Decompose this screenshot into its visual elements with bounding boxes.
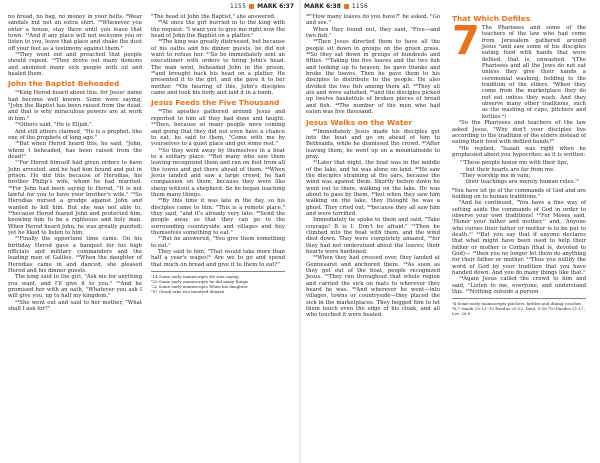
paragraph: ⁴⁷Later that night, the boat was in the middle of the lake, and he was alone on land. ⁴⁸He saw the disciples straining at the oars, because the wind was against them. Shortly before dawn he went out to them, walking on the lake. He was about to pass by them, ⁴⁹but when they saw him walking on the lake, they thought he was a ghost. They cried out, ⁵⁰because they all saw him and were terrified. (306, 160, 440, 217)
footnotes (452, 298, 586, 316)
section-heading: Jesus Feeds the Five Thousand (151, 98, 280, 108)
orange-square-icon (344, 4, 349, 9)
paragraph: ⁵³When they had crossed over, they landed at Gennesaret and anchored there. ⁵⁴As soon as they got out of the boat, people recognized Jesus. ⁵⁵They ran throughout that whole region and carried the sick on mats to wherever they heard he was. ⁵⁶And wherever he went—into villages, towns or countryside—they placed the sick in the marketplaces. They begged him to let them touch even the edge of his cloak, and all who touched it were healed. (306, 255, 440, 319)
paragraph: no bread, no bag, no money in your belts. ⁹Wear sandals but not an extra shirt. ¹⁰Whenever you enter a house, stay there until you leave that town. ¹¹And if any place will not welcome you or listen to you, leave that place and shake the dust off your feet as a testimony against them." (8, 14, 142, 52)
right-reference: MARK 6:38 (304, 3, 341, 10)
paragraph: ¹⁴Again Jesus called the crowd to him and said, "Listen to me, everyone, and understand this. ¹⁵Nothing outside a person (452, 276, 586, 296)
paragraph: ¹⁵Others said, "He is Elijah." (15, 122, 92, 129)
paragraph: ⁸You have let go of the commands of God and are holding on to human traditions." (452, 187, 586, 200)
section-heading: That Which Defiles (452, 14, 531, 23)
poetry-line: ⁷They worship me in vain; (460, 172, 531, 179)
paragraph: Immediately he spoke to them and said, "Take courage! It is I. Don't be afraid." ⁵¹Then he climbed into the boat with them, and the wind died down. They were completely amazed, ⁵²for they had not understood about the loaves; their hearts were hardened. (306, 217, 440, 256)
poetry-line: but their hearts are far from me. (466, 166, 555, 173)
paragraph: ²⁵At once the girl hurried in to the king with the request: "I want you to give me right now the head of John the Baptist on a platter." (151, 20, 285, 40)
left-column-1 (8, 14, 142, 312)
paragraph: ⁵So the Pharisees and teachers of the law asked Jesus, "Why don't your disciples live according to the tradition of the elders instead of eating their food with defiled hands?" (452, 120, 586, 146)
paragraph: ¹⁷For Herod himself had given orders to have John arrested, and he had him bound and put in prison. He did this because of Herodias, his brother Philip's wife, whom he had married. ¹⁸For John had been saying to Herod, "It is not lawful for you to have your brother's wife." ¹⁹So Herodias nursed a grudge against John and wanted to kill him. But she was not able to, ²⁰because Herod feared John and protected him, knowing him to be a righteous and holy man. When Herod heard John, he was greatly puzzled; yet he liked to listen to him. (8, 160, 142, 236)
paragraph: ³²So they went away by themselves in a boat to a solitary place. ³³But many who saw them leaving recognized them and ran on foot from all the towns and got there ahead of them. ³⁴When Jesus landed and saw a large crowd, he had compassion on them, because they were like sheep without a shepherd. So he began teaching them many things. (151, 147, 285, 198)
paragraph: ⁹And he continued, "You have a fine way of setting aside the commands of God in order to observe your own traditions! ¹⁰For Moses said, 'Honor your father and mother,'ᶜ and, 'Anyone who curses their father or mother is to be put to death.'ᵈ ¹¹But you say that if anyone declares that what might have been used to help their father or mother is Corban (that is, devoted to God)— ¹²then you no longer let them do anything for their father or mother. ¹³Thus you nullify the word of God by your tradition that you have handed down. And you do many things like that." (452, 200, 586, 277)
paragraph: ¹⁴King Herod heard about this, for Jesus' name had become well known. Some were saying, "John the Baptist has been raised from the dead, and that is why miraculous powers are at work in him." (8, 90, 142, 122)
paragraph: ³⁷But he answered, "You give them something to eat." (151, 236, 285, 249)
left-column-2 (151, 14, 285, 294)
paragraph: ⁴⁵Immediately Jesus made his disciples get into the boat and go on ahead of him to Bethsaida, while he dismissed the crowd. ⁴⁶After leaving them, he went up on a mountainside to pray. (306, 128, 440, 160)
footnote: ᶜ22 Some early manuscripts When his daughter (151, 284, 248, 290)
footnote: ᵃ4 Some early manuscripts pitchers, kettles and dining couches ᵇ6,7 Isaiah 29:13 ᶜ10 Exodus 20:12; Deut. 5:16 ᵈ10 Exodus 21:17; Lev. 20:9 (452, 301, 585, 317)
paragraph: They said to him, "That would take more than half a year's wages!ᵇ Are we to go and spend that much on bread and give it to them to eat?" (151, 249, 285, 268)
right-column-1 (306, 14, 440, 319)
right-page (300, 0, 600, 463)
paragraph: The Pharisees and some of the teachers of the law who had come from Jerusalem gathered around Jesus ²and saw some of his disciples eating food with hands that were defiled, that is, unwashed. ³(The Pharisees and all the Jews do not eat unless they give their hands a ceremonial washing, holding to the tradition of the elders. ⁴When they come from the marketplace they do not eat unless they wash. And they observe many other traditions, such as the washing of cups, pitchers and kettles.ᵃ) (481, 25, 586, 120)
footnote: ᵇ20 Some early manuscripts he did many things (151, 279, 249, 285)
left-running-head (230, 3, 294, 10)
orange-square-icon (249, 4, 254, 9)
paragraph: ⁶He replied, "Isaiah was right when he prophesied about you hypocrites; as it is written: (452, 145, 586, 158)
section-heading: John the Baptist Beheaded (8, 79, 120, 89)
paragraph: ²¹Finally the opportune time came. On his birthday Herod gave a banquet for his high officials and military commanders and the leading men of Galilee. ²²When the daughter of Herodias came in and danced, she pleased Herod and his dinner guests. (8, 236, 142, 275)
paragraph: ²⁶The king was greatly distressed, but because of his oaths and his dinner guests, he did not want to refuse her. ²⁷So he immediately sent an executioner with orders to bring John's head. The man went, beheaded John in the prison, ²⁸and brought back his head on a platter. He presented it to the girl, and she gave it to her mother. ²⁹On hearing of this, John's disciples came and took his body and laid it in a tomb. (151, 39, 285, 97)
paragraph: ¹²They went out and preached that people should repent. ¹³They drove out many demons and anointed many sick people with oil and healed them. (8, 52, 142, 78)
paragraph: ³⁸"How many loaves do you have?" he asked. "Go and see." (306, 14, 440, 27)
right-column-2 (452, 14, 586, 316)
section-heading: Jesus Walks on the Water (306, 117, 413, 127)
right-page-number: 1156 (351, 3, 368, 10)
paragraph: ³⁵By this time it was late in the day, so his disciples came to him. "This is a remote place," they said, "and it's already very late. ³⁶Send the people away so that they can go to the surrounding countryside and villages and buy themselves something to eat." (151, 198, 285, 236)
paragraph: And still others claimed, "He is a prophet, like one of the prophets of long ago." (8, 128, 142, 141)
footnote: ᵃ14 Some early manuscripts He was saying (151, 274, 239, 280)
paragraph: ³⁹Then Jesus directed them to have all the people sit down in groups on the green grass. ⁴⁰So they sat down in groups of hundreds and fifties. ⁴¹Taking the five loaves and the two fish and looking up to heaven, he gave thanks and broke the loaves. Then he gave them to his disciples to distribute to the people. He also divided the two fish among them all. ⁴²They all ate and were satisfied, ⁴³and the disciples picked up twelve basketfuls of broken pieces of bread and fish. ⁴⁴The number of the men who had eaten was five thousand. (306, 39, 440, 116)
paragraph: ²⁴She went out and said to her mother, "What shall I ask for?" (8, 299, 142, 313)
poetry-line: "'These people honor me with their lips, (460, 160, 569, 167)
paragraph: ³⁰The apostles gathered around Jesus and reported to him all they had done and taught. ³¹Then, because so many people were coming and going that they did not even have a chance to eat, he said to them, "Come with me by yourselves to a quiet place and get some rest." (151, 109, 285, 148)
paragraph: ¹⁶But when Herod heard this, he said, "John, whom I beheaded, has been raised from the dead!" (8, 141, 142, 160)
poetry-line: their teachings are merely human rules.'ᵇ (466, 179, 579, 186)
chapter-number: 7 (452, 18, 480, 64)
paragraph: The king said to the girl, "Ask me for anything you want, and I'll give it to you." ²³And he promised her with an oath, "Whatever you ask I will give you, up to half my kingdom." (8, 274, 142, 300)
left-reference: MARK 6:37 (257, 3, 294, 10)
paragraph: "The head of John the Baptist," she answered. (151, 14, 276, 20)
right-running-head (304, 3, 368, 10)
left-page-number: 1155 (230, 3, 247, 10)
footnotes (151, 271, 285, 294)
paragraph: When they found out, they said, "Five—and two fish." (306, 26, 440, 40)
footnote: ᵈ37 Greek take two hundred denarii (151, 289, 225, 295)
